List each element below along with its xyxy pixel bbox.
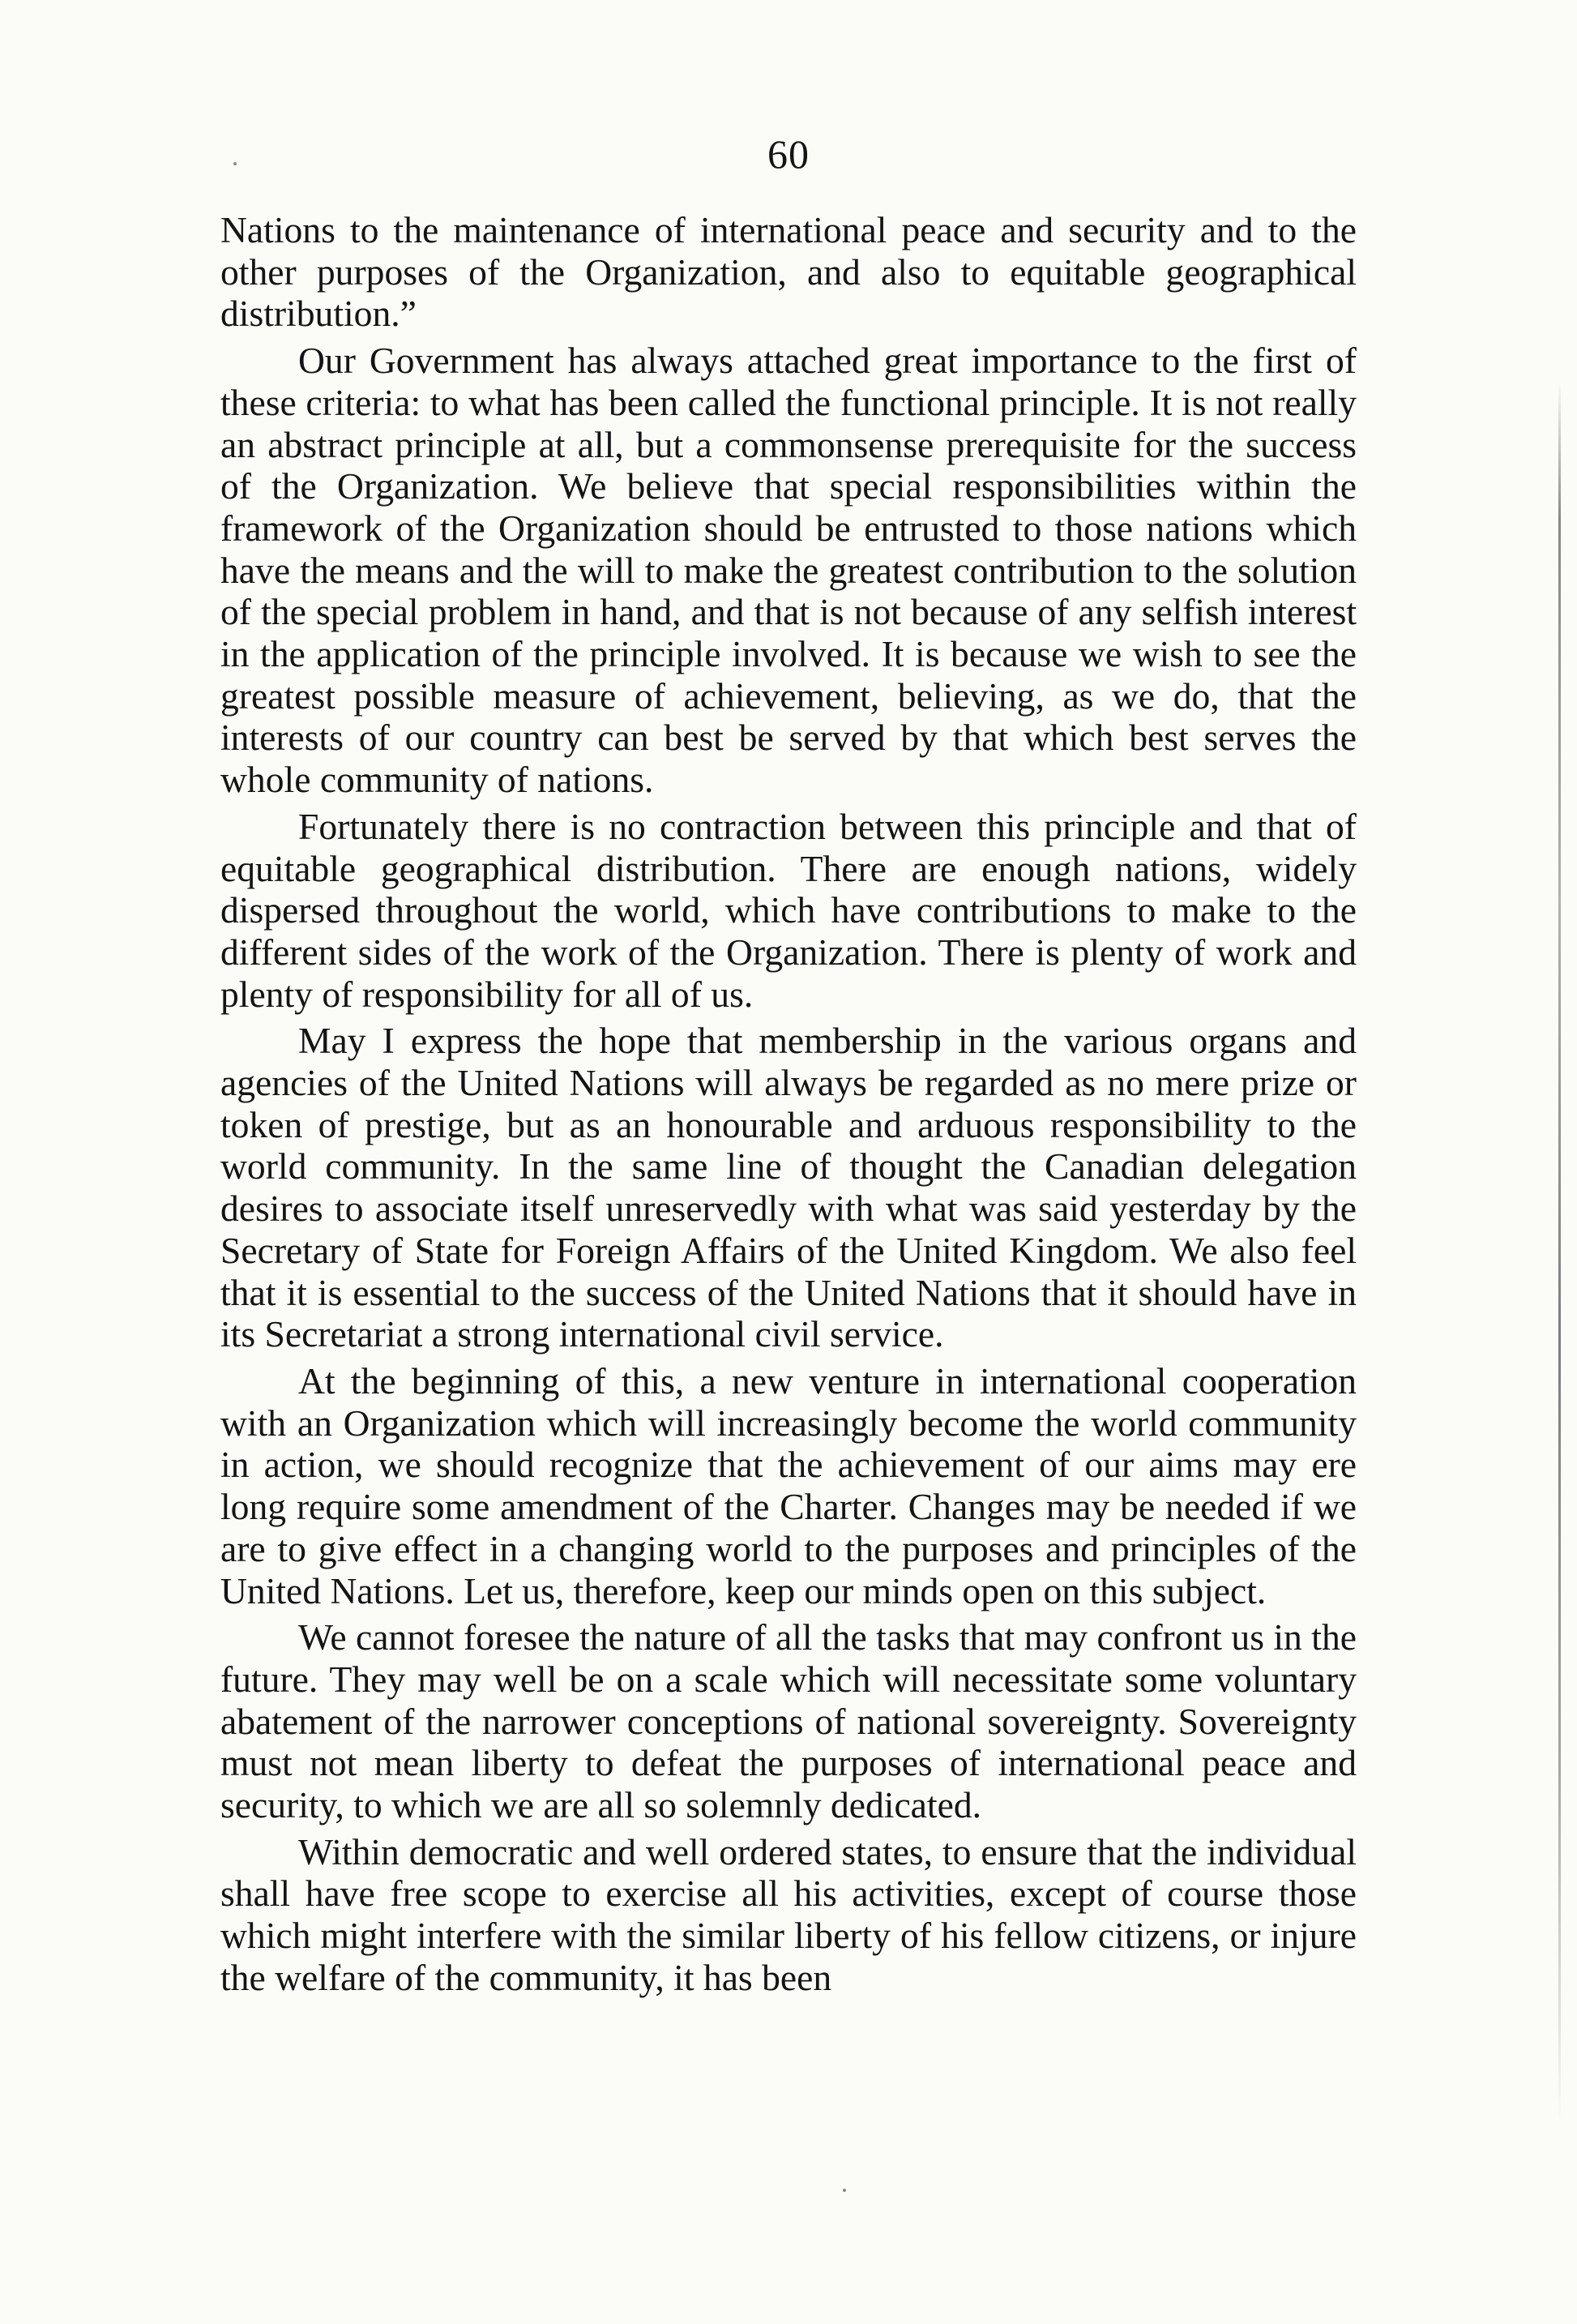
paragraph-functional-principle: Our Government has always attached great importance to the first of these criteria: to what has been called the functional principle. It is not really an abstract principle at all, but a commonsense prerequisite for the success of the Organization. We believe that special responsibilities within the framework of the Organization should be entrusted to those nations which have the means and the will to make the greatest contribution to the solution of the special problem in hand, and that is not because of any selfish interest in the application of the principle involved. It is because we wish to see the greatest possible measure of achievement, believing, as we do, that the interests of our country can best be served by that which best serves the whole community of nations. xyxy=(220,340,1357,801)
body-text xyxy=(220,209,1357,1999)
paragraph-geographical-distribution: Fortunately there is no contraction between this principle and that of equitable geographical distribution. There are enough nations, widely dispersed throughout the world, which have contributions to make to the different sides of the work of the Organization. There is plenty of work and plenty of responsibility for all of us. xyxy=(220,805,1357,1015)
paragraph-democratic-states: Within democratic and well ordered states, to ensure that the individual shall have free scope to exercise all his activities, except of course those which might interfere with the similar liberty of his fellow citizens, or injure the welfare of the community, it has been xyxy=(220,1830,1357,1998)
scan-speck xyxy=(843,2189,846,2192)
paragraph-continued: Nations to the maintenance of international peace and security and to the other purposes of the Organization, and also to equitable geographical distribution.” xyxy=(220,209,1357,335)
scan-edge-shadow xyxy=(1558,381,1561,2124)
scan-speck xyxy=(233,162,237,165)
page-number: 60 xyxy=(767,131,810,177)
paragraph-charter-amendment: At the beginning of this, a new venture in international cooperation with an Organization which will increasingly become the world community in action, we should recognize that the achievement of our aims may ere long require some amendment of the Charter. Changes may be needed if we are to give effect in a changing world to the purposes and principles of the United Nations. Let us, therefore, keep our minds open on this subject. xyxy=(220,1359,1357,1611)
paragraph-sovereignty: We cannot foresee the nature of all the tasks that may confront us in the future. They may well be on a scale which will necessitate some voluntary abatement of the narrower conceptions of national sovereignty. Sovereignty must not mean liberty to defeat the purposes of international peace and security, to which we are all so solemnly dedicated. xyxy=(220,1616,1357,1826)
paragraph-membership: May I express the hope that membership in the various organs and agencies of the United Nations will always be regarded as no mere prize or token of prestige, but as an honourable and arduous responsibility to the world community. In the same line of thought the Canadian delegation desires to associate itself unreservedly with what was said yesterday by the Secretary of State for Foreign Affairs of the United Kingdom. We also feel that it is essential to the success of the United Nations that it should have in its Secretariat a strong international civil service. xyxy=(220,1020,1357,1355)
